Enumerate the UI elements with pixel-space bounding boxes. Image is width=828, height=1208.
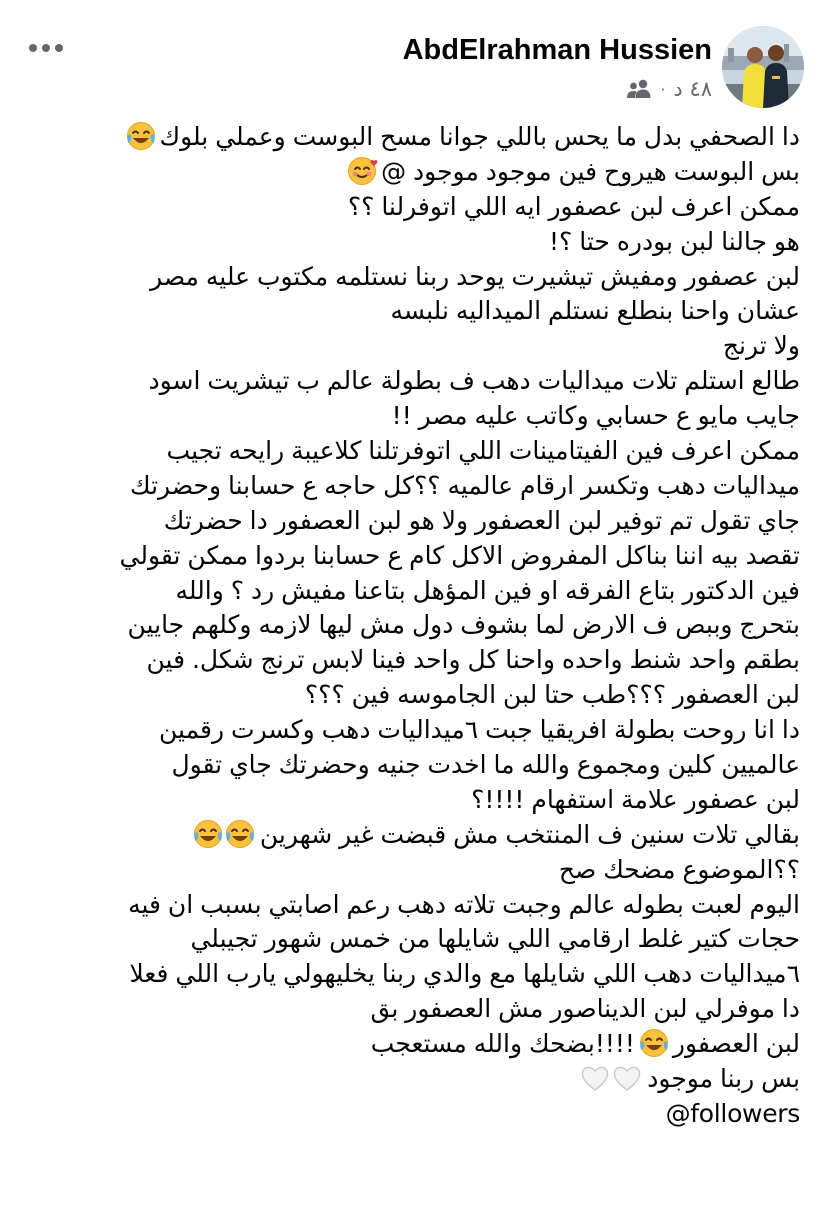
mention-link[interactable]: @followers: [665, 1098, 800, 1128]
post-line: [30, 294, 800, 329]
post-line-text: لبن العصفور ؟؟؟طب حتا لبن الجاموسه فين ؟؟؟: [304, 680, 800, 710]
more-options-button[interactable]: [26, 34, 66, 62]
smiling-face-with-hearts-emoji-icon: [345, 156, 379, 186]
post-line: [30, 260, 800, 295]
post-line-text: ٦ميداليات دهب اللي شايلها مع والدي ربنا يخليهولي يارب اللي فعلا: [129, 959, 800, 989]
post-line: [30, 120, 800, 155]
post-time[interactable]: ٤٨ د: [673, 77, 712, 101]
profile-photo: [722, 26, 804, 108]
post-line-text: جايب مايو ع حسابي وكاتب عليه مصر !!: [391, 401, 800, 431]
post-line: [30, 748, 800, 783]
post-line: [30, 1062, 800, 1097]
friends-icon[interactable]: [626, 79, 652, 99]
post-line: [30, 783, 800, 818]
tears-of-joy-emoji-icon: [637, 1028, 671, 1058]
post-line-text: دا الصحفي بدل ما يحس باللي جوانا مسح البوست وعملي بلوك: [159, 122, 800, 151]
author-name[interactable]: AbdElrahman Hussien: [402, 34, 712, 66]
post-line-text: لبن عصفور علامة استفهام !!!!؟: [471, 784, 800, 814]
post-line: [30, 853, 800, 888]
post-line-text: هو جالنا لبن بودره حتا ؟!: [549, 226, 800, 256]
meta-separator: ·: [660, 79, 666, 99]
post-line-text: ممكن اعرف لبن عصفور ايه اللي اتوفرلنا ؟؟: [347, 191, 800, 221]
post-meta: [626, 74, 712, 104]
post-line-text: جاي تقول تم توفير لبن العصفور ولا هو لبن العصفور دا حضرتك: [163, 505, 800, 535]
post-line: [30, 225, 800, 260]
post-line: [30, 364, 800, 399]
white-heart-emoji-icon: [577, 1063, 645, 1093]
post-line: [30, 1027, 800, 1062]
post-line-text: بقالي تلات سنين ف المنتخب مش قبضت غير شهرين: [259, 819, 800, 849]
post-line: [30, 504, 800, 539]
post-line-text: ميداليات دهب وتكسر ارقام عالميه ؟؟كل حاجه ع حسابنا وحضرتك: [130, 470, 800, 500]
post-line: [30, 434, 800, 469]
post-line: [30, 574, 800, 609]
post-line-text: عشان واحنا بنطلع نستلم الميداليه نلبسه: [390, 296, 800, 326]
post-line: [30, 818, 800, 853]
post-line-text: فين الدكتور بتاع الفرقه او فين المؤهل بتاعنا مفيش رد ؟ والله: [175, 575, 800, 605]
post-header: [0, 0, 828, 118]
post-line-text: بتحرج وببص ف الارض لما بشوف دول مش ليها لازمه وكلهم جايين: [127, 610, 800, 640]
post-line: [30, 922, 800, 957]
post-line: [30, 608, 800, 643]
post-line-text: طالع استلم تلات ميداليات دهب ف بطولة عالم ب تيشريت اسود: [148, 366, 800, 396]
post-line: [30, 539, 800, 574]
post-line: [30, 888, 800, 923]
post-line-text: عالميين كلين ومجموع والله ما اخدت جنيه وحضرتك جاي تقول: [171, 750, 800, 780]
post-line-text: !!!!بضحك والله مستعجب: [370, 1029, 635, 1059]
tears-of-joy-emoji-icon: [124, 121, 158, 151]
post-line-text: ولا ترنج: [722, 331, 800, 361]
post-line: [30, 678, 800, 713]
post-line: [30, 957, 800, 992]
post-line: [30, 329, 800, 364]
more-options-icon: [28, 43, 64, 53]
post-line-text: دا موفرلي لبن الديناصور مش العصفور بق: [370, 994, 800, 1024]
post-line: [30, 155, 800, 190]
post-line-text: لبن عصفور ومفيش تيشيرت يوحد ربنا نستلمه مكتوب عليه مصر: [150, 261, 800, 291]
post-line-text: ممكن اعرف فين الفيتامينات اللي اتوفرتلنا كلاعيبة رايحه تجيب: [166, 436, 800, 466]
post-line-text: دا انا روحت بطولة افريقيا جبت ٦ميداليات دهب وكسرت رقمين: [159, 715, 800, 745]
post-body: [30, 120, 800, 1132]
post-line-text: حجات كتير غلط ارقامي اللي شايلها من خمس شهور تجيبلي: [190, 924, 800, 954]
post-line: [30, 713, 800, 748]
post-line: [30, 399, 800, 434]
post-line-text: بطقم واحد شنط واحده واحنا كل واحد فينا لابس ترنج شكل. فين: [146, 645, 800, 675]
post-line-text: ؟؟الموضوع مضحك صح: [558, 854, 800, 884]
post-line-text: بس ربنا موجود: [647, 1064, 800, 1094]
post-line-text: لبن العصفور: [672, 1029, 800, 1059]
post-line: [30, 469, 800, 504]
post-line-text: تقصد بيه اننا بناكل المفروض الاكل كام ع حسابنا بردوا ممكن تقولي: [119, 540, 800, 570]
post-line-text: بس البوست هيروح فين موجود موجود @: [381, 156, 800, 186]
avatar[interactable]: [722, 26, 804, 108]
post-line: [30, 190, 800, 225]
post-line: [30, 992, 800, 1027]
post-line: [30, 1097, 800, 1132]
post-line: [30, 643, 800, 678]
post-line-text: اليوم لعبت بطوله عالم وجبت تلاته دهب رعم اصابتي بسبب ان فيه: [128, 889, 800, 919]
tears-of-joy-emoji-icon: [190, 819, 258, 849]
